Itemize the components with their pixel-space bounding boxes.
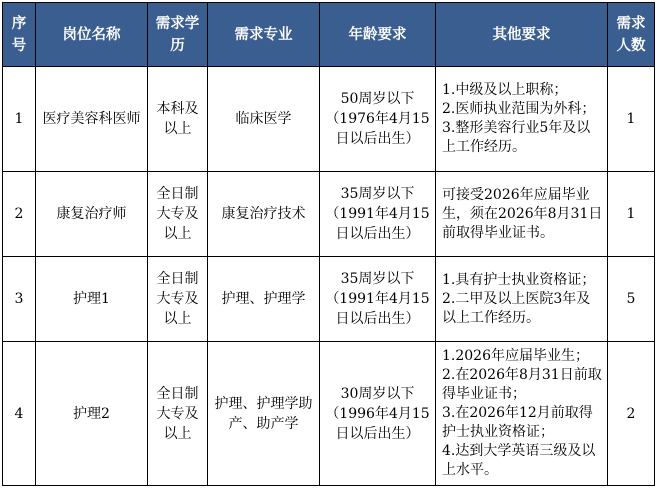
header-age: 年龄要求 [320, 3, 436, 67]
recruitment-table [2, 2, 655, 486]
table-row [3, 342, 655, 486]
cell-count: 5 [608, 257, 655, 342]
other-line: 4.达到大学英语三级及以上水平。 [442, 443, 596, 478]
header-major: 需求专业 [208, 3, 320, 67]
other-line: 1.具有护士执业资格证； [442, 271, 596, 288]
cell-count: 1 [608, 172, 655, 257]
table-row [3, 257, 655, 342]
cell-education: 全日制大专及以上 [148, 257, 208, 342]
other-line: 1.2026年应届毕业生； [442, 348, 589, 364]
cell-education: 全日制大专及以上 [148, 172, 208, 257]
cell-age: 35周岁以下（1991年4月15日以后出生） [320, 257, 436, 342]
cell-education: 全日制大专及以上 [148, 342, 208, 486]
header-count: 需求人数 [608, 3, 655, 67]
cell-count: 2 [608, 342, 655, 486]
cell-age: 50周岁以下（1976年4月15日以后出生） [320, 67, 436, 172]
other-line: 2.医师执业范围为外科； [442, 101, 596, 117]
cell-major: 康复治疗技术 [208, 172, 320, 257]
cell-major: 护理、护理学 [208, 257, 320, 342]
cell-age: 30周岁以下（1996年4月15日以后出生） [320, 342, 436, 486]
table-row [3, 67, 655, 172]
cell-other [436, 172, 608, 257]
cell-education: 本科及以上 [148, 67, 208, 172]
header-education: 需求学历 [148, 3, 208, 67]
table-row [3, 172, 655, 257]
other-line: 2.二甲及以上医院3年及以上工作经历。 [442, 290, 591, 326]
header-other: 其他要求 [436, 3, 608, 67]
other-line: 3.整形美容行业5年及以上工作经历。 [442, 120, 591, 155]
cell-count: 1 [608, 67, 655, 172]
cell-major: 临床医学 [208, 67, 320, 172]
other-line: 1.中级及以上职称； [442, 82, 568, 98]
other-line: 2.在2026年8月31日前取得毕业证书； [442, 367, 602, 402]
cell-position: 护理1 [36, 257, 148, 342]
cell-no: 1 [3, 67, 36, 172]
cell-no: 2 [3, 172, 36, 257]
header-no: 序号 [3, 3, 36, 67]
cell-position: 康复治疗师 [36, 172, 148, 257]
cell-major: 护理、护理学助产、助产学 [208, 342, 320, 486]
cell-other [436, 67, 608, 172]
cell-position: 医疗美容科医师 [36, 67, 148, 172]
header-row [3, 3, 655, 67]
other-line: 可接受2026年应届毕业生，须在2026年8月31日前取得毕业证书。 [442, 186, 603, 241]
cell-no: 4 [3, 342, 36, 486]
cell-other [436, 342, 608, 486]
header-position: 岗位名称 [36, 3, 148, 67]
cell-position: 护理2 [36, 342, 148, 486]
other-line: 3.在2026年12月前取得护士执业资格证； [442, 405, 593, 440]
cell-no: 3 [3, 257, 36, 342]
cell-age: 35周岁以下（1991年4月15日以后出生） [320, 172, 436, 257]
cell-other [436, 257, 608, 342]
